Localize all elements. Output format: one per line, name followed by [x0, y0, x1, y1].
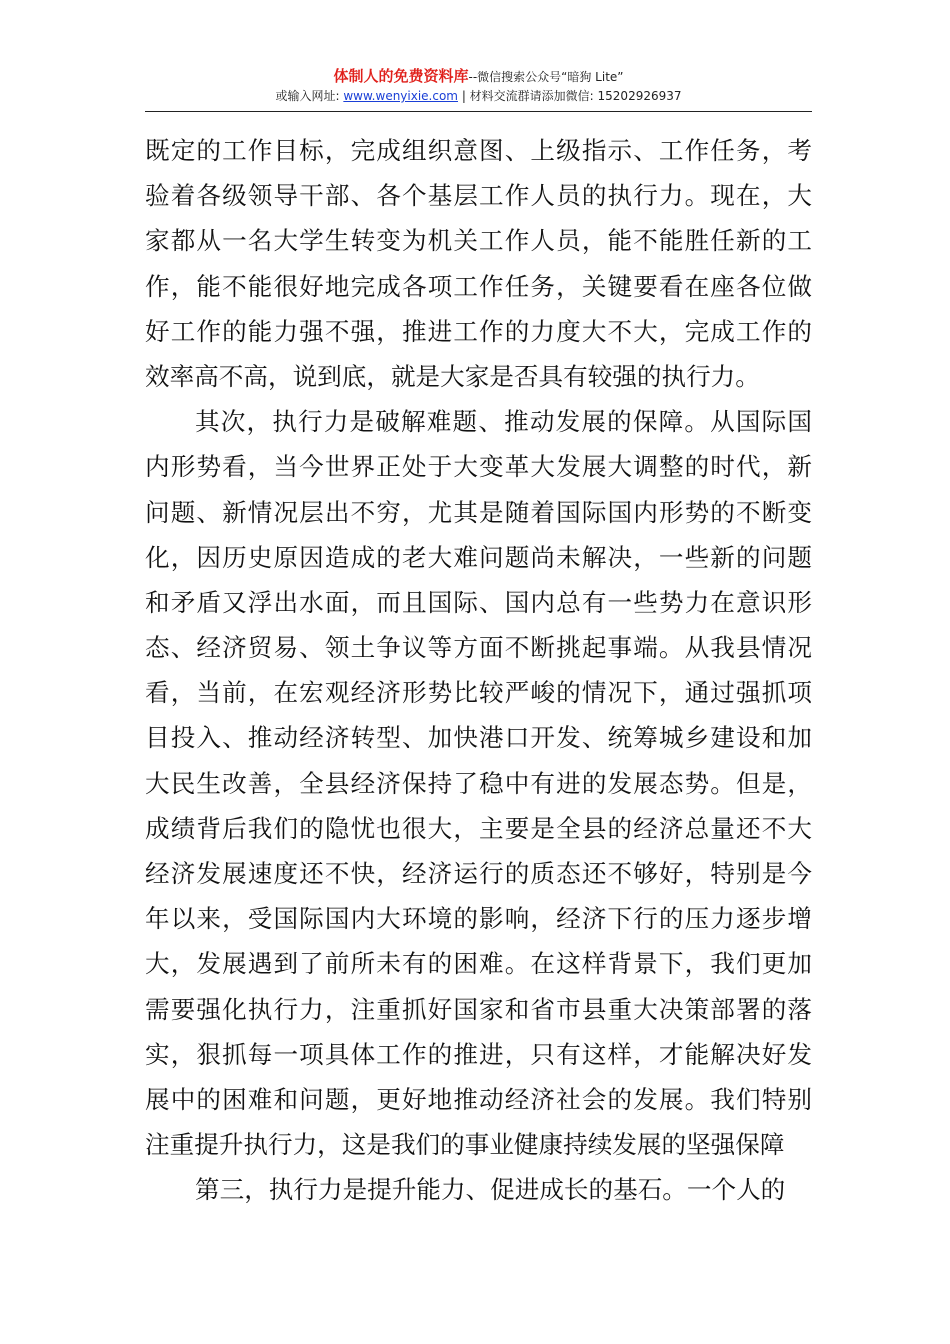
text-line: 问题、新情况层出不穷，尤其是随着国际国内形势的不断变	[145, 497, 812, 527]
text-line: 经济发展速度还不快，经济运行的质态还不够好，特别是今	[145, 859, 812, 888]
text-line: 既定的工作目标，完成组织意图、上级指示、工作任务，考	[145, 136, 812, 165]
text-line: 需要强化执行力，注重抓好国家和省市县重大决策部署的落	[145, 994, 812, 1024]
text-line: 和矛盾又浮出水面，而且国际、国内总有一些势力在意识形	[145, 587, 812, 617]
text-line: 验着各级领导干部、各个基层工作人员的执行力。现在，大	[145, 181, 812, 211]
text-line: 年以来，受国际国内大环境的影响，经济下行的压力逐步增	[145, 904, 812, 934]
header-contact-line	[145, 87, 812, 105]
header-title-line	[145, 66, 812, 87]
text-line: 大，发展遇到了前所未有的困难。在这样背景下，我们更加	[145, 949, 812, 979]
site-name: 体制人的免费资料库	[333, 67, 469, 85]
text-line: 效率高不高，说到底，就是大家是否具有较强的执行力。	[145, 361, 760, 391]
header-tagline: --微信搜索公众号“暗狗 Lite”	[468, 70, 624, 84]
page-header	[145, 66, 812, 105]
url-prefix: 或输入网址:	[275, 89, 344, 103]
text-line: 大民生改善，全县经济保持了稳中有进的发展态势。但是，	[145, 768, 812, 798]
header-divider	[145, 111, 812, 112]
text-line: 化，因历史原因造成的老大难问题尚未解决，一些新的问题	[145, 542, 812, 572]
text-line: 注重提升执行力，这是我们的事业健康持续发展的坚强保障	[145, 1130, 785, 1160]
text-line: 态、经济贸易、领土争议等方面不断挑起事端。从我县情况	[145, 633, 812, 663]
paragraph-first-line: 其次，执行力是破解难题、推动发展的保障。从国际国	[195, 407, 812, 437]
text-line: 实，狠抓每一项具体工作的推进，只有这样，才能解决好发	[145, 1039, 812, 1069]
text-line: 好工作的能力强不强，推进工作的力度大不大，完成工作的	[145, 316, 812, 346]
text-line: 看，当前，在宏观经济形势比较严峻的情况下，通过强抓项	[145, 678, 812, 708]
text-line: 作，能不能很好地完成各项工作任务，关键要看在座各位做	[145, 271, 812, 301]
website-link[interactable]: www.wenyixie.com	[343, 89, 458, 103]
text-line: 目投入、推动经济转型、加快港口开发、统筹城乡建设和加	[145, 723, 812, 753]
text-line: 家都从一名大学生转变为机关工作人员，能不能胜任新的工	[145, 226, 812, 256]
text-line: 成绩背后我们的隐忧也很大，主要是全县的经济总量还不大	[145, 813, 812, 843]
document-body	[145, 128, 812, 1213]
text-line: 内形势看，当今世界正处于大变革大发展大调整的时代，新	[145, 452, 812, 482]
text-line: 展中的困难和问题，更好地推动经济社会的发展。我们特别	[145, 1084, 812, 1114]
contact-info: | 材料交流群请添加微信: 15202926937	[458, 89, 682, 103]
paragraph-first-line: 第三，执行力是提升能力、促进成长的基石。一个人的	[195, 1175, 786, 1205]
